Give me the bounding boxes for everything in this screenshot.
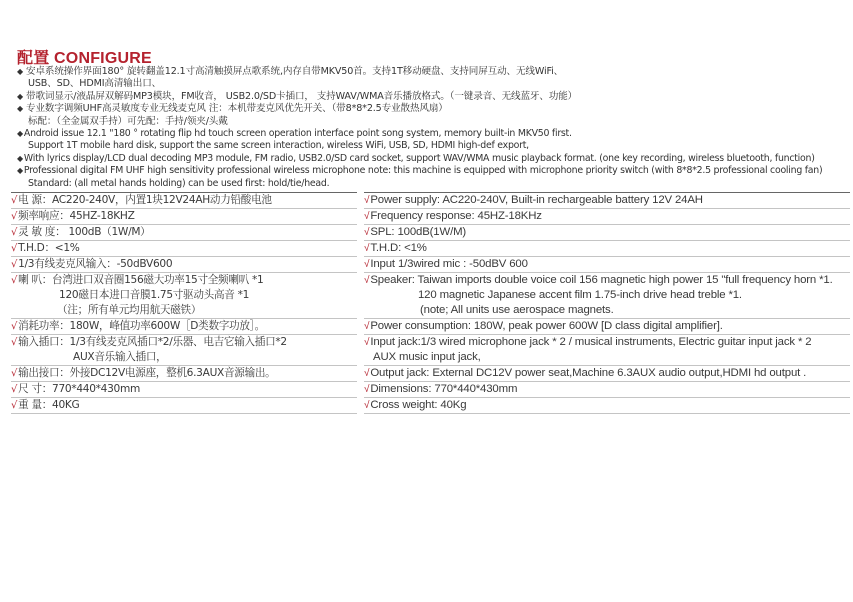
feature-bullet bbox=[17, 165, 837, 177]
feature-bullet-text: 安卓系统操作界面180° 旋转翻盖12.1寸高清触摸屏点歌系统,内存自带MKV50首。支持1T移动硬盘、支持同屏互动、无线WiFi、 bbox=[26, 66, 564, 77]
spec-text: Power supply: AC220-240V, Built-in rechargeable battery 12V 24AH bbox=[370, 194, 703, 206]
spec-text: T.H.D: <1% bbox=[370, 242, 427, 254]
page-title: 配置 CONFIGURE bbox=[17, 50, 152, 67]
spec-row bbox=[364, 241, 850, 257]
check-mark-icon: √ bbox=[11, 243, 18, 254]
spec-text: Power consumption: 180W, peak power 600W [D class digital amplifier]. bbox=[370, 320, 723, 332]
check-mark-icon: √ bbox=[364, 195, 370, 206]
check-mark-icon: √ bbox=[11, 321, 18, 332]
check-mark-icon: √ bbox=[364, 321, 370, 332]
feature-bullet-text: 带歌词显示/液晶屏双解码MP3模块，FM收音， USB2.0/SD卡插口， 支持WAV/WMA音乐播放格式。（一键录音、无线蓝牙、功能） bbox=[26, 90, 578, 102]
diamond-bullet-icon: ◆ bbox=[17, 153, 23, 163]
spec-row bbox=[364, 319, 850, 335]
spec-table-chinese bbox=[11, 193, 357, 414]
spec-row bbox=[11, 398, 357, 414]
spec-text: 尺 寸：770*440*430mm bbox=[18, 383, 141, 395]
check-mark-icon: √ bbox=[364, 211, 370, 222]
feature-bullet bbox=[17, 116, 837, 128]
spec-row bbox=[364, 382, 850, 398]
spec-row bbox=[364, 366, 850, 382]
spec-text: 电 源：AC220-240V，内置1块12V24AH动力铅酸电池 bbox=[18, 194, 272, 206]
spec-row bbox=[11, 257, 357, 273]
spec-row bbox=[11, 193, 357, 209]
spec-row bbox=[364, 225, 850, 241]
feature-bullet-text: Android issue 12.1 "180 ° rotating flip hd touch screen operation interface point song system, memory built-in MKV50 first. bbox=[23, 128, 572, 140]
spec-text: AUX music input jack, bbox=[373, 351, 481, 363]
spec-row bbox=[11, 319, 357, 335]
spec-text: 1/3有线麦克风输入：-50dBV600 bbox=[18, 258, 173, 270]
check-mark-icon: √ bbox=[364, 400, 370, 411]
spec-text: Cross weight: 40Kg bbox=[370, 399, 467, 411]
feature-bullet bbox=[17, 103, 837, 115]
feature-bullet bbox=[17, 153, 837, 165]
spec-text: 消耗功率：180W，峰值功率600W［D类数字功放］。 bbox=[18, 320, 265, 332]
spec-text: 输入插口：1/3有线麦克风插口*2/乐器、电吉它输入插口*2 bbox=[18, 336, 287, 348]
spec-row bbox=[11, 273, 357, 319]
spec-text: 重 量：40KG bbox=[18, 399, 80, 411]
spec-text: Input jack:1/3 wired microphone jack * 2 / musical instruments, Electric guitar input jack * 2 bbox=[370, 336, 812, 348]
spec-row bbox=[11, 335, 357, 366]
check-mark-icon: √ bbox=[364, 384, 370, 395]
feature-bullet bbox=[17, 178, 837, 190]
spec-text: （注；所有单元均用航天磁铁） bbox=[57, 304, 202, 316]
spec-text: Output jack: External DC12V power seat,Machine 6.3AUX audio output,HDMI hd output . bbox=[370, 367, 807, 379]
spec-text: 输出接口：外接DC12V电源座，整机6.3AUX音源输出。 bbox=[18, 367, 276, 379]
check-mark-icon: √ bbox=[364, 227, 370, 238]
check-mark-icon: √ bbox=[11, 400, 18, 411]
diamond-bullet-icon: ◆ bbox=[17, 166, 23, 176]
spec-text: Input 1/3wired mic : -50dBV 600 bbox=[370, 258, 528, 270]
spec-text: (note; All units use aerospace magnets. bbox=[420, 304, 614, 316]
spec-row bbox=[364, 335, 850, 366]
check-mark-icon: √ bbox=[364, 243, 370, 254]
check-mark-icon: √ bbox=[364, 368, 370, 379]
feature-bullet-text: 标配：（全金属双手持）可先配：手持/领夹/头戴 bbox=[28, 115, 228, 127]
spec-text: T.H.D：<1% bbox=[18, 242, 80, 254]
spec-row bbox=[364, 193, 850, 209]
spec-text: 频率响应：45HZ-18KHZ bbox=[18, 210, 135, 222]
feature-list bbox=[17, 66, 837, 190]
check-mark-icon: √ bbox=[364, 275, 370, 286]
spec-text: 灵 敏 度： 100dB（1W/M） bbox=[18, 226, 151, 238]
feature-bullet-text: Standard: (all metal hands holding) can be used first: hold/tie/head. bbox=[28, 177, 330, 189]
feature-bullet bbox=[17, 78, 837, 90]
diamond-bullet-icon: ◆ bbox=[17, 91, 24, 101]
diamond-bullet-icon: ◆ bbox=[17, 104, 24, 114]
spec-text: 120 magnetic Japanese accent film 1.75-inch drive head treble *1. bbox=[418, 289, 742, 301]
feature-bullet bbox=[17, 66, 837, 78]
feature-bullet-text: Professional digital FM UHF high sensitivity professional wireless microphone note: this machine is equipped with microphone priority switch (with 8*8*2.5 professional cooling fan) bbox=[23, 165, 823, 177]
check-mark-icon: √ bbox=[364, 337, 370, 348]
spec-text: AUX音乐输入插口， bbox=[73, 351, 167, 363]
spec-text: Dimensions: 770*440*430mm bbox=[370, 383, 518, 395]
check-mark-icon: √ bbox=[11, 275, 18, 286]
check-mark-icon: √ bbox=[364, 259, 370, 270]
spec-row bbox=[11, 225, 357, 241]
spec-row bbox=[11, 382, 357, 398]
feature-bullet-text: With lyrics display/LCD dual decoding MP3 module, FM radio, USB2.0/SD card socket, support WAV/WMA music playback format. (one key recording, wireless bluetooth, function) bbox=[23, 152, 815, 164]
diamond-bullet-icon: ◆ bbox=[17, 67, 24, 76]
check-mark-icon: √ bbox=[11, 368, 18, 379]
check-mark-icon: √ bbox=[11, 259, 18, 270]
check-mark-icon: √ bbox=[11, 195, 18, 206]
spec-text: Speaker: Taiwan imports double voice coil 156 magnetic high power 15 "full frequency horn *1. bbox=[370, 274, 833, 286]
feature-bullet-text: USB、SD、HDMI高清输出口、 bbox=[28, 78, 162, 90]
spec-text: SPL: 100dB(1W/M) bbox=[370, 226, 467, 238]
feature-bullet-text: Support 1T mobile hard disk, support the same screen interaction, wireless WiFi, USB, SD, HDMI high-def export, bbox=[28, 140, 529, 152]
check-mark-icon: √ bbox=[11, 227, 18, 238]
spec-row bbox=[11, 209, 357, 225]
feature-bullet-text: 专业数字调频UHF高灵敏度专业无线麦克风 注：本机带麦克风优先开关、（带8*8*2.5专业散热风扇） bbox=[26, 103, 448, 115]
check-mark-icon: √ bbox=[11, 211, 18, 222]
feature-bullet bbox=[17, 140, 837, 152]
check-mark-icon: √ bbox=[11, 337, 18, 348]
spec-table-english bbox=[364, 193, 850, 414]
diamond-bullet-icon: ◆ bbox=[17, 129, 23, 139]
spec-text: Frequency response: 45HZ-18KHz bbox=[370, 210, 542, 222]
spec-text: 喇 叭：台湾进口双音圈156磁大功率15寸全频喇叭 *1 bbox=[18, 274, 264, 286]
feature-bullet bbox=[17, 128, 837, 140]
spec-text: 120磁日本进口音膜1.75寸驱动头高音 *1 bbox=[59, 289, 250, 301]
spec-row bbox=[364, 257, 850, 273]
check-mark-icon: √ bbox=[11, 384, 18, 395]
spec-row bbox=[11, 241, 357, 257]
feature-bullet bbox=[17, 91, 837, 103]
spec-row bbox=[364, 273, 850, 319]
spec-row bbox=[11, 366, 357, 382]
spec-row bbox=[364, 209, 850, 225]
spec-row bbox=[364, 398, 850, 414]
